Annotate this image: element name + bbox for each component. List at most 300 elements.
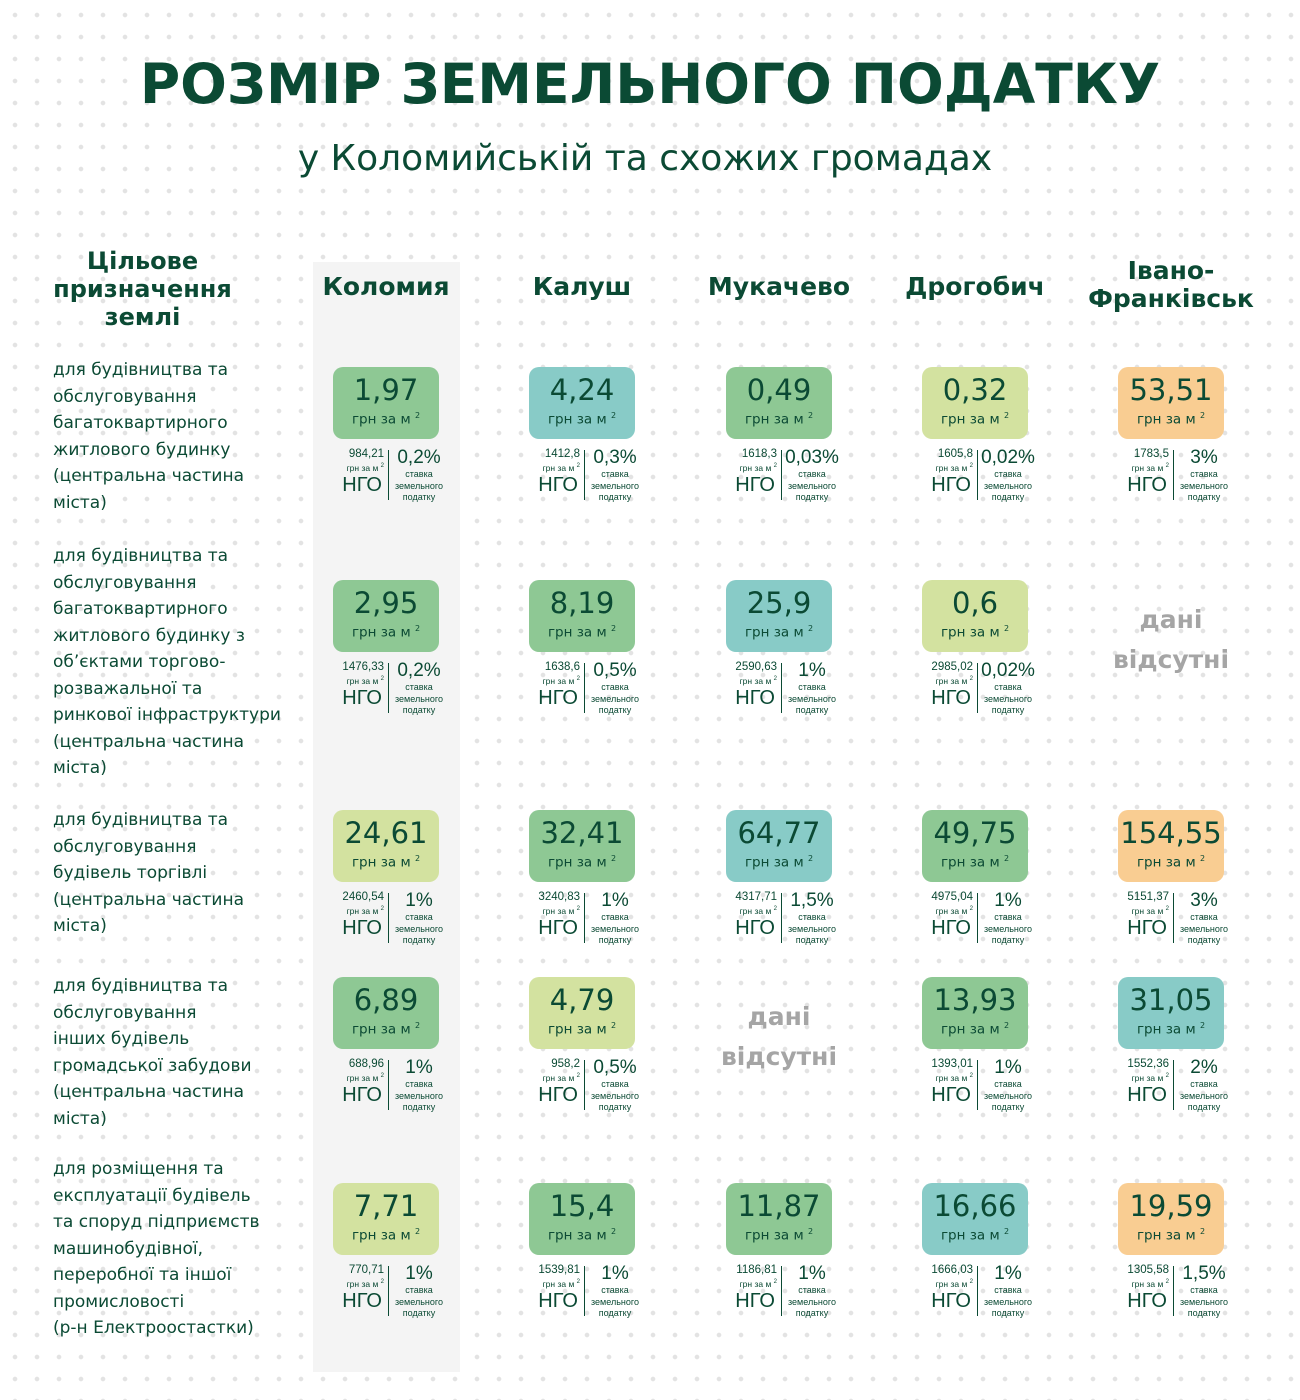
cell-divider	[388, 450, 389, 500]
rate-description: податку	[991, 492, 1025, 502]
ngo-label: НГО	[735, 916, 775, 939]
cell-divider	[584, 450, 585, 500]
ngo-block	[905, 1057, 977, 1107]
city-header: Калуш	[532, 272, 632, 301]
rate-block	[1175, 890, 1233, 947]
rate-description: земельного	[591, 1090, 639, 1101]
unit-superscript: 2	[773, 1279, 777, 1285]
rate-block	[1175, 447, 1233, 504]
rate-description: ставка	[1190, 912, 1218, 922]
tax-cell	[709, 1183, 849, 1328]
tax-rate-box	[1118, 810, 1224, 882]
tax-value: 0,49	[746, 373, 812, 407]
cell-divider	[388, 1266, 389, 1316]
rate-description: земельного	[591, 923, 639, 934]
rate-description: земельного	[788, 923, 836, 934]
row-label: для будівництва та обслуговування інших будівель громадської забудови (центральна частина міста)	[53, 976, 252, 1129]
ngo-label: НГО	[931, 686, 971, 709]
rate-description: ставка	[798, 469, 826, 479]
ngo-unit: грн за м $^2$	[1131, 905, 1169, 916]
tax-value: 0,32	[942, 373, 1008, 407]
rate-description: ставка	[994, 1079, 1022, 1089]
ngo-unit: грн за м $^2$	[935, 905, 973, 916]
rate-description: податку	[991, 1102, 1025, 1112]
rate-description: ставка	[405, 912, 433, 922]
row-label: для будівництва та обслуговування багатоквартирного житлового будинку (центральна частина міста)	[53, 360, 245, 513]
ngo-value: 958,2	[551, 1058, 580, 1070]
ngo-value: 1552,36	[1127, 1058, 1169, 1070]
tax-value: 4,24	[549, 373, 615, 407]
ngo-label: НГО	[931, 473, 971, 496]
tax-rate-box	[726, 580, 832, 652]
ngo-block	[1101, 890, 1173, 940]
ngo-unit: грн за м $^2$	[346, 462, 384, 473]
cell-divider	[1173, 893, 1174, 943]
rate-block	[979, 890, 1037, 947]
ngo-value: 1412,8	[544, 448, 580, 460]
rate-description: ставка	[601, 1285, 629, 1295]
unit-superscript: 2	[807, 624, 814, 633]
ngo-label: НГО	[342, 916, 382, 939]
tax-cell	[512, 1183, 652, 1328]
tax-value: 15,4	[549, 1189, 615, 1223]
ngo-label: НГО	[342, 473, 382, 496]
tax-unit: грн за м $^2$	[547, 1021, 617, 1038]
rate-value: 1%	[601, 890, 629, 911]
tax-unit: грн за м $^2$	[547, 854, 617, 871]
cell-divider	[584, 1266, 585, 1316]
city-header: Дрогобич	[905, 272, 1045, 301]
ngo-value: 1186,81	[736, 1264, 777, 1276]
rate-description: ставка	[798, 682, 826, 692]
rate-description: ставка	[405, 682, 433, 692]
ngo-block	[316, 447, 388, 497]
rate-description: податку	[1187, 935, 1221, 945]
tax-unit: грн за м $^2$	[744, 411, 814, 428]
tax-unit: грн за м $^2$	[1136, 411, 1206, 428]
ngo-unit: грн за м $^2$	[346, 905, 384, 916]
rate-value: 0,2%	[397, 660, 441, 681]
unit-superscript: 2	[610, 854, 617, 863]
row-label: для будівництва та обслуговування багатоквартирного житлового будинку з об’єктами торгово- розважальної та ринкової інфраструктури (центральна частина міста)	[53, 546, 281, 778]
rate-value: 0,5%	[593, 1057, 637, 1078]
rate-description: ставка	[798, 1285, 826, 1295]
ngo-label: НГО	[931, 1289, 971, 1312]
tax-rate-box	[1118, 367, 1224, 439]
rate-description: земельного	[395, 923, 443, 934]
rate-description: земельного	[1180, 1090, 1228, 1101]
tax-rate-box	[529, 367, 635, 439]
rate-value: 1%	[798, 1263, 826, 1284]
rate-description: податку	[402, 492, 436, 502]
ngo-label: НГО	[342, 686, 382, 709]
rate-description: ставка	[405, 469, 433, 479]
rate-description: ставка	[1190, 1285, 1218, 1295]
rate-description: ставка	[601, 1079, 629, 1089]
rate-value: 2%	[1190, 1057, 1218, 1078]
ngo-label: НГО	[1127, 473, 1167, 496]
tax-unit: грн за м $^2$	[940, 624, 1010, 641]
cell-divider	[977, 663, 978, 713]
ngo-value: 1393,01	[931, 1058, 973, 1070]
tax-value: 16,66	[933, 1189, 1017, 1223]
ngo-unit: грн за м $^2$	[935, 462, 973, 473]
ngo-block	[512, 1057, 584, 1107]
ngo-unit: грн за м $^2$	[542, 462, 580, 473]
tax-cell	[1101, 580, 1241, 725]
cell-divider	[1173, 1266, 1174, 1316]
rate-description: податку	[991, 1308, 1025, 1318]
rate-description: податку	[598, 935, 632, 945]
rate-description: земельного	[1180, 480, 1228, 491]
row-label: для будівництва та обслуговування будівель торгівлі (центральна частина міста)	[53, 810, 245, 936]
rate-description: ставка	[405, 1079, 433, 1089]
tax-unit: грн за м $^2$	[940, 1021, 1010, 1038]
ngo-label: НГО	[931, 916, 971, 939]
unit-superscript: 2	[380, 463, 384, 469]
ngo-block	[512, 447, 584, 497]
rate-description: податку	[1187, 492, 1221, 502]
tax-cell	[512, 810, 652, 955]
rate-description: ставка	[601, 912, 629, 922]
rate-description: ставка	[798, 912, 826, 922]
ngo-block	[1101, 1057, 1173, 1107]
tax-rate-box	[922, 367, 1028, 439]
rate-description: земельного	[788, 1296, 836, 1307]
tax-cell	[1101, 1183, 1241, 1328]
tax-rate-box	[529, 1183, 635, 1255]
rate-value: 1%	[405, 890, 433, 911]
ngo-value: 1666,03	[931, 1264, 973, 1276]
tax-cell	[709, 810, 849, 955]
rate-block	[586, 890, 644, 947]
ngo-label: НГО	[735, 473, 775, 496]
rate-description: ставка	[601, 469, 629, 479]
ngo-value: 770,71	[348, 1264, 384, 1276]
rate-value: 1%	[798, 660, 826, 681]
tax-value: 53,51	[1129, 373, 1213, 407]
cell-divider	[781, 893, 782, 943]
tax-rate-box	[333, 977, 439, 1049]
tax-rate-box	[529, 810, 635, 882]
rate-block	[979, 1057, 1037, 1114]
unit-superscript: 2	[969, 676, 973, 682]
unit-superscript: 2	[1165, 906, 1169, 912]
tax-cell	[905, 580, 1045, 725]
tax-cell	[512, 977, 652, 1122]
tax-value: 1,97	[353, 373, 419, 407]
ngo-value: 3240,83	[538, 891, 580, 903]
unit-superscript: 2	[380, 1279, 384, 1285]
ngo-unit: грн за м $^2$	[739, 1278, 777, 1289]
rate-description: земельного	[984, 923, 1032, 934]
ngo-block	[512, 890, 584, 940]
tax-rate-box	[726, 810, 832, 882]
tax-rate-box	[1118, 1183, 1224, 1255]
rate-block	[390, 1057, 448, 1114]
tax-unit: грн за м $^2$	[940, 1227, 1010, 1244]
unit-superscript: 2	[1199, 1021, 1206, 1030]
rate-description: податку	[598, 1102, 632, 1112]
ngo-value: 1476,33	[342, 661, 384, 673]
cell-divider	[584, 1060, 585, 1110]
ngo-unit: грн за м $^2$	[739, 675, 777, 686]
unit-superscript: 2	[807, 854, 814, 863]
unit-superscript: 2	[414, 1021, 421, 1030]
unit-superscript: 2	[1003, 854, 1010, 863]
city-header: Івано- Франківськ	[1088, 256, 1254, 313]
unit-superscript: 2	[773, 463, 777, 469]
ngo-label: НГО	[342, 1289, 382, 1312]
rate-block	[979, 447, 1037, 504]
tax-cell	[905, 367, 1045, 512]
ngo-label: НГО	[735, 686, 775, 709]
cell-divider	[584, 893, 585, 943]
tax-unit: грн за м $^2$	[547, 1227, 617, 1244]
tax-rate-box	[333, 810, 439, 882]
cell-divider	[977, 893, 978, 943]
tax-rate-box	[922, 580, 1028, 652]
ngo-value: 2985,02	[931, 661, 973, 673]
rate-description: податку	[598, 705, 632, 715]
ngo-label: НГО	[342, 1083, 382, 1106]
tax-value: 6,89	[353, 983, 419, 1017]
tax-unit: грн за м $^2$	[1136, 1021, 1206, 1038]
rate-value: 0,3%	[593, 447, 637, 468]
tax-value: 4,79	[549, 983, 615, 1017]
tax-rate-box	[726, 367, 832, 439]
rate-value: 1%	[601, 1263, 629, 1284]
rate-value: 1%	[405, 1263, 433, 1284]
rate-description: земельного	[395, 1296, 443, 1307]
ngo-label: НГО	[931, 1083, 971, 1106]
ngo-value: 4317,71	[735, 891, 777, 903]
tax-rate-box	[922, 810, 1028, 882]
ngo-block	[512, 1263, 584, 1313]
unit-superscript: 2	[610, 1021, 617, 1030]
ngo-value: 1783,5	[1133, 448, 1169, 460]
tax-value: 7,71	[353, 1189, 419, 1223]
tax-cell	[1101, 367, 1241, 512]
unit-superscript: 2	[576, 1279, 580, 1285]
ngo-value: 1638,6	[544, 661, 580, 673]
unit-superscript: 2	[610, 411, 617, 420]
ngo-block	[905, 890, 977, 940]
tax-value: 2,95	[353, 586, 419, 620]
unit-superscript: 2	[1003, 411, 1010, 420]
page-title: РОЗМІР ЗЕМЕЛЬНОГО ПОДАТКУ	[139, 52, 1161, 116]
rate-block	[783, 890, 841, 947]
tax-unit: грн за м $^2$	[547, 624, 617, 641]
rate-description: земельного	[788, 480, 836, 491]
tax-value: 19,59	[1129, 1189, 1213, 1223]
rate-description: податку	[991, 705, 1025, 715]
tax-rate-box	[529, 580, 635, 652]
tax-rate-box	[333, 1183, 439, 1255]
ngo-unit: грн за м $^2$	[935, 1072, 973, 1083]
rate-value: 0,5%	[593, 660, 637, 681]
cell-divider	[977, 1060, 978, 1110]
tax-cell	[709, 580, 849, 725]
tax-unit: грн за м $^2$	[940, 411, 1010, 428]
cell-divider	[781, 450, 782, 500]
tax-cell	[1101, 977, 1241, 1122]
ngo-block	[709, 447, 781, 497]
tax-value: 24,61	[344, 816, 428, 850]
rate-description: податку	[1187, 1308, 1221, 1318]
ngo-block	[316, 1263, 388, 1313]
unit-superscript: 2	[380, 906, 384, 912]
ngo-value: 2460,54	[342, 891, 384, 903]
unit-superscript: 2	[969, 906, 973, 912]
rate-block	[390, 890, 448, 947]
rate-description: ставка	[994, 1285, 1022, 1295]
ngo-unit: грн за м $^2$	[739, 905, 777, 916]
ngo-label: НГО	[538, 1083, 578, 1106]
rate-value: 0,2%	[397, 447, 441, 468]
rate-description: земельного	[591, 1296, 639, 1307]
tax-cell	[316, 367, 456, 512]
tax-cell	[905, 1183, 1045, 1328]
ngo-label: НГО	[735, 1289, 775, 1312]
unit-superscript: 2	[1165, 1279, 1169, 1285]
rate-description: земельного	[395, 1090, 443, 1101]
rate-description: ставка	[994, 682, 1022, 692]
ngo-value: 2590,63	[735, 661, 777, 673]
tax-value: 11,87	[737, 1189, 821, 1223]
tax-unit: грн за м $^2$	[940, 854, 1010, 871]
rate-description: ставка	[1190, 469, 1218, 479]
ngo-value: 1539,81	[538, 1264, 580, 1276]
tax-unit: грн за м $^2$	[744, 854, 814, 871]
rate-description: податку	[795, 935, 829, 945]
row-label: для розміщення та експлуатації будівель та споруд підприємств машинобудівної, переробної та іншої промисловості (р-н Електроостастки)	[53, 1159, 260, 1338]
unit-superscript: 2	[380, 1073, 384, 1079]
rate-block	[1175, 1057, 1233, 1114]
tax-unit: грн за м $^2$	[547, 411, 617, 428]
cell-divider	[388, 663, 389, 713]
rate-description: ставка	[994, 912, 1022, 922]
unit-superscript: 2	[1165, 1073, 1169, 1079]
tax-value: 32,41	[540, 816, 624, 850]
rate-value: 1%	[405, 1057, 433, 1078]
ngo-block	[905, 1263, 977, 1313]
ngo-unit: грн за м $^2$	[739, 462, 777, 473]
page-subtitle: у Коломийській та схожих громадах	[297, 138, 993, 179]
rate-block	[586, 660, 644, 717]
cell-divider	[584, 663, 585, 713]
ngo-value: 1618,3	[741, 448, 777, 460]
rate-value: 3%	[1190, 447, 1218, 468]
ngo-unit: грн за м $^2$	[542, 1072, 580, 1083]
rate-block	[390, 447, 448, 504]
unit-superscript: 2	[610, 1227, 617, 1236]
rate-description: земельного	[984, 693, 1032, 704]
tax-rate-box	[529, 977, 635, 1049]
rate-description: ставка	[405, 1285, 433, 1295]
unit-superscript: 2	[1199, 854, 1206, 863]
tax-value: 49,75	[933, 816, 1017, 850]
cell-divider	[1173, 450, 1174, 500]
rate-value: 0,02%	[981, 660, 1035, 681]
rate-value: 1,5%	[790, 890, 834, 911]
ngo-label: НГО	[538, 686, 578, 709]
ngo-block	[709, 660, 781, 710]
ngo-unit: грн за м $^2$	[346, 1278, 384, 1289]
unit-superscript: 2	[773, 676, 777, 682]
ngo-block	[316, 890, 388, 940]
ngo-label: НГО	[1127, 1083, 1167, 1106]
unit-superscript: 2	[1199, 1227, 1206, 1236]
tax-value: 64,77	[737, 816, 821, 850]
ngo-label: НГО	[1127, 916, 1167, 939]
rate-description: податку	[991, 935, 1025, 945]
tax-cell	[709, 977, 849, 1122]
rate-description: податку	[598, 492, 632, 502]
unit-superscript: 2	[610, 624, 617, 633]
unit-superscript: 2	[1199, 411, 1206, 420]
rate-description: земельного	[984, 1296, 1032, 1307]
ngo-unit: грн за м $^2$	[346, 1072, 384, 1083]
unit-superscript: 2	[969, 1073, 973, 1079]
unit-superscript: 2	[414, 411, 421, 420]
no-data-label: дані відсутні	[1112, 605, 1230, 674]
tax-value: 13,93	[933, 983, 1017, 1017]
rate-description: земельного	[984, 1090, 1032, 1101]
ngo-value: 688,96	[348, 1058, 384, 1070]
ngo-value: 984,21	[348, 448, 384, 460]
unit-superscript: 2	[576, 906, 580, 912]
rate-value: 3%	[1190, 890, 1218, 911]
ngo-block	[512, 660, 584, 710]
rate-description: земельного	[788, 693, 836, 704]
rate-description: податку	[795, 1308, 829, 1318]
rate-block	[979, 660, 1037, 717]
ngo-unit: грн за м $^2$	[542, 1278, 580, 1289]
ngo-block	[709, 1263, 781, 1313]
cell-divider	[977, 1266, 978, 1316]
ngo-label: НГО	[538, 473, 578, 496]
ngo-block	[1101, 447, 1173, 497]
ngo-block	[316, 660, 388, 710]
rate-value: 1,5%	[1182, 1263, 1226, 1284]
rate-description: податку	[1187, 1102, 1221, 1112]
rate-description: ставка	[994, 469, 1022, 479]
rate-description: земельного	[591, 480, 639, 491]
ngo-unit: грн за м $^2$	[935, 675, 973, 686]
unit-superscript: 2	[414, 624, 421, 633]
tax-unit: грн за м $^2$	[351, 1227, 421, 1244]
rate-description: земельного	[984, 480, 1032, 491]
rate-description: земельного	[1180, 923, 1228, 934]
ngo-unit: грн за м $^2$	[346, 675, 384, 686]
tax-cell	[512, 367, 652, 512]
rate-block	[586, 1057, 644, 1114]
cell-divider	[781, 663, 782, 713]
tax-cell	[316, 810, 456, 955]
tax-rate-box	[726, 1183, 832, 1255]
ngo-value: 5151,37	[1127, 891, 1169, 903]
rate-description: податку	[598, 1308, 632, 1318]
unit-superscript: 2	[807, 1227, 814, 1236]
rate-description: податку	[402, 935, 436, 945]
unit-superscript: 2	[414, 854, 421, 863]
cell-divider	[388, 1060, 389, 1110]
rate-description: податку	[795, 705, 829, 715]
rate-block	[390, 1263, 448, 1320]
unit-superscript: 2	[576, 676, 580, 682]
rate-block	[586, 447, 644, 504]
